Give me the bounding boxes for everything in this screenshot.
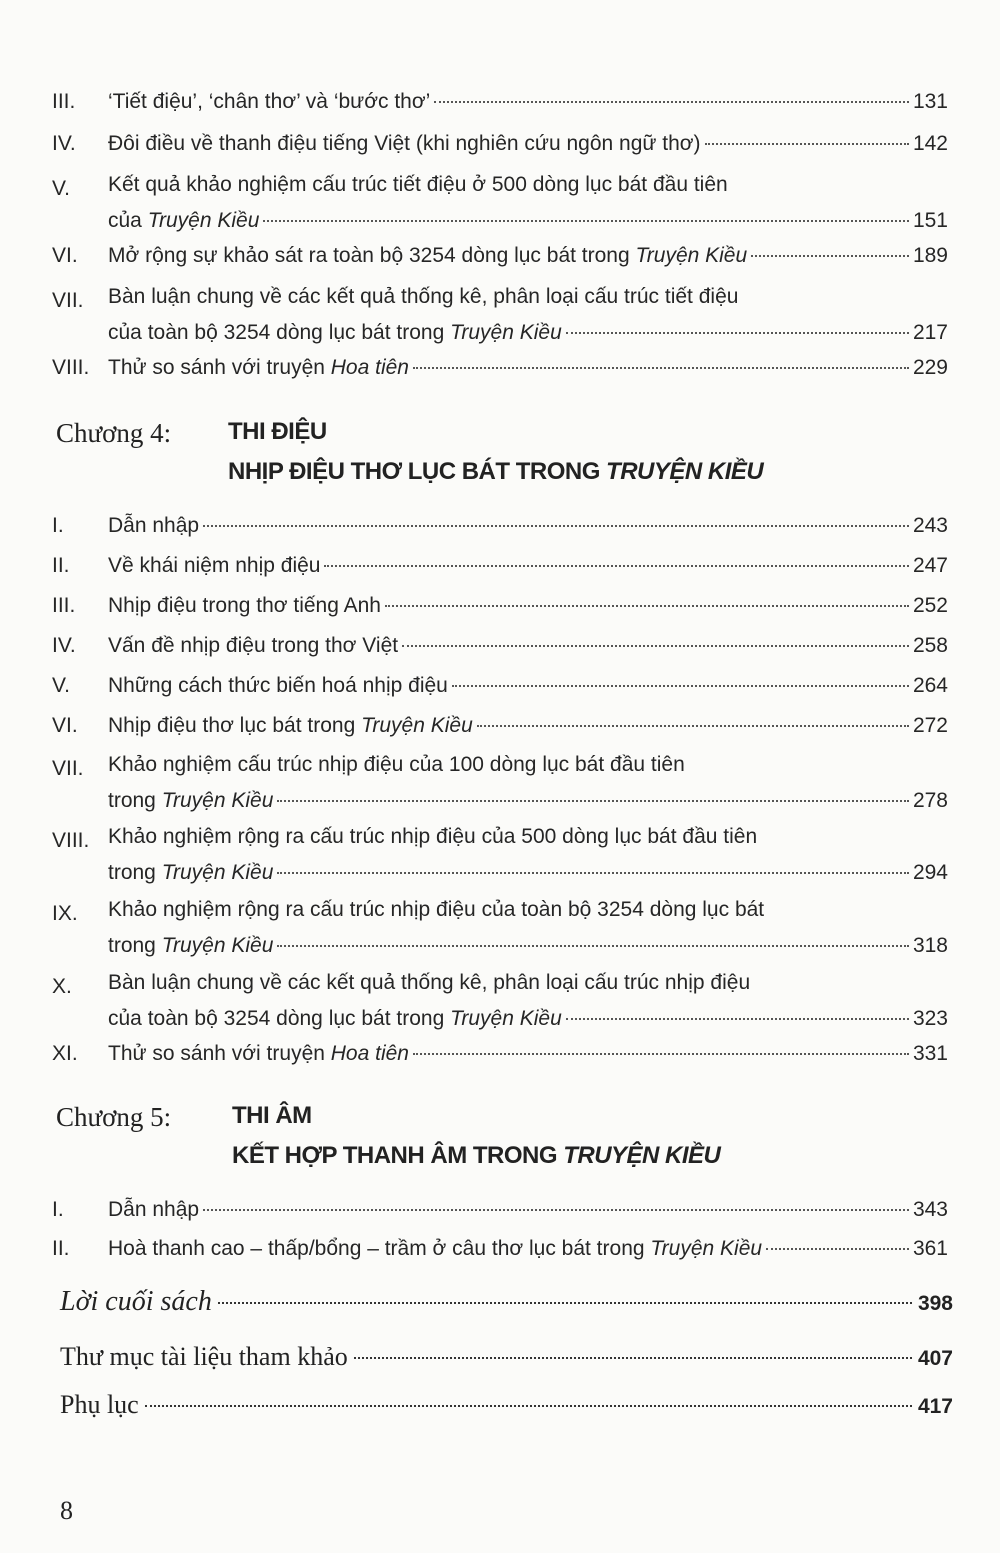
- toc-entry: [52, 819, 948, 891]
- entry-title: Kết quả khảo nghiệm cấu trúc tiết điệu ở 500 dòng lục bát đầu tiên: [108, 173, 728, 196]
- entry-number: V.: [52, 674, 70, 697]
- back-matter-entry: [60, 1286, 953, 1318]
- back-matter-entry: [60, 1342, 953, 1372]
- entry-title: Bàn luận chung về các kết quả thống kê, phân loại cấu trúc tiết điệu: [108, 285, 739, 308]
- entry-title: Vấn đề nhịp điệu trong thơ Việt: [108, 634, 399, 657]
- entry-title: Hoà thanh cao – thấp/bổng – trầm ở câu thơ lục bát trong Truyện Kiều: [108, 1237, 763, 1260]
- entry-page: 294: [912, 861, 948, 884]
- entry-number: III.: [52, 90, 76, 113]
- entry-page: 131: [912, 90, 948, 113]
- entry-number: IV.: [52, 634, 76, 657]
- entry-title-cont: của toàn bộ 3254 dòng lục bát trong Truyện Kiều: [108, 321, 562, 344]
- entry-page: 142: [912, 132, 948, 155]
- entry-title: Đôi điều về thanh điệu tiếng Việt (khi nghiên cứu ngôn ngữ thơ): [108, 132, 701, 155]
- entry-title: Những cách thức biến hoá nhịp điệu: [108, 674, 448, 697]
- toc-entry: [52, 126, 948, 162]
- entry-page: 151: [912, 209, 948, 232]
- entry-title: Dẫn nhập: [108, 514, 200, 537]
- entry-title-cont: trong Truyện Kiều: [108, 789, 274, 812]
- toc-entry: [52, 668, 948, 704]
- entry-number: VI.: [52, 714, 78, 737]
- chapter-title: THI ĐIỆU: [228, 418, 327, 445]
- entry-page: 323: [912, 1007, 948, 1030]
- back-matter-title: Thư mục tài liệu tham khảo: [60, 1342, 348, 1371]
- entry-title: Dẫn nhập: [108, 1198, 200, 1221]
- entry-number: VII.: [52, 289, 84, 312]
- entry-number: IX.: [52, 902, 78, 925]
- entry-title-cont: trong Truyện Kiều: [108, 934, 274, 957]
- entry-number: VII.: [52, 757, 84, 780]
- entry-number: IV.: [52, 132, 76, 155]
- back-matter-title: Phụ lục: [60, 1390, 139, 1419]
- entry-title: Về khái niệm nhịp điệu: [108, 554, 321, 577]
- toc-entry: [52, 1036, 948, 1072]
- entry-title: Thử so sánh với truyện Hoa tiên: [108, 356, 409, 379]
- toc-entry: [52, 548, 948, 584]
- entry-number: I.: [52, 514, 64, 537]
- back-matter-page: 398: [917, 1292, 953, 1315]
- entry-number: I.: [52, 1198, 64, 1221]
- entry-title: Khảo nghiệm rộng ra cấu trúc nhịp điệu của toàn bộ 3254 dòng lục bát: [108, 898, 765, 921]
- entry-number: X.: [52, 975, 72, 998]
- entry-title: Nhịp điệu thơ lục bát trong Truyện Kiều: [108, 714, 473, 737]
- chapter-label: Chương 5:: [56, 1102, 172, 1132]
- back-matter-title: Lời cuối sách: [60, 1286, 212, 1317]
- entry-page: 229: [912, 356, 948, 379]
- entry-title: Khảo nghiệm cấu trúc nhịp điệu của 100 dòng lục bát đầu tiên: [108, 753, 685, 776]
- entry-page: 343: [912, 1198, 948, 1221]
- toc-entry: [52, 892, 948, 964]
- entry-page: 264: [912, 674, 948, 697]
- entry-page: 272: [912, 714, 948, 737]
- page-number: 8: [60, 1496, 73, 1525]
- toc-entry: [52, 588, 948, 624]
- entry-page: 331: [912, 1042, 948, 1065]
- toc-entry: [52, 238, 948, 274]
- toc-entry: [52, 279, 948, 351]
- toc-entry: [52, 167, 948, 239]
- toc-entry: [52, 350, 948, 386]
- toc-entry: [52, 1231, 948, 1267]
- entry-title: Nhịp điệu trong thơ tiếng Anh: [108, 594, 381, 617]
- chapter-label: Chương 4:: [56, 418, 172, 448]
- chapter-subtitle: KẾT HỢP THANH ÂM TRONG TRUYỆN KIỀU: [232, 1142, 721, 1169]
- entry-page: 217: [912, 321, 948, 344]
- back-matter-entry: [60, 1390, 953, 1420]
- entry-page: 258: [912, 634, 948, 657]
- toc-entry: [52, 508, 948, 544]
- entry-title: Bàn luận chung về các kết quả thống kê, phân loại cấu trúc nhịp điệu: [108, 971, 751, 994]
- entry-page: 361: [912, 1237, 948, 1260]
- entry-title: Mở rộng sự khảo sát ra toàn bộ 3254 dòng lục bát trong Truyện Kiều: [108, 244, 748, 267]
- entry-page: 252: [912, 594, 948, 617]
- entry-number: VI.: [52, 244, 78, 267]
- chapter-subtitle: NHỊP ĐIỆU THƠ LỤC BÁT TRONG TRUYỆN KIỀU: [228, 458, 764, 485]
- entry-page: 243: [912, 514, 948, 537]
- entry-page: 189: [912, 244, 948, 267]
- back-matter-page: 417: [917, 1395, 953, 1418]
- entry-title: Thử so sánh với truyện Hoa tiên: [108, 1042, 409, 1065]
- entry-page: 318: [912, 934, 948, 957]
- toc-entry: [52, 628, 948, 664]
- toc-entry: [52, 84, 948, 120]
- entry-page: 247: [912, 554, 948, 577]
- entry-title: ‘Tiết điệu’, ‘chân thơ’ và ‘bước thơ’: [108, 90, 431, 113]
- entry-title-cont: của Truyện Kiều: [108, 209, 260, 232]
- entry-number: V.: [52, 177, 70, 200]
- toc-entry: [52, 965, 948, 1037]
- entry-title: Khảo nghiệm rộng ra cấu trúc nhịp điệu của 500 dòng lục bát đầu tiên: [108, 825, 758, 848]
- back-matter-page: 407: [917, 1347, 953, 1370]
- entry-number: III.: [52, 594, 76, 617]
- entry-page: 278: [912, 789, 948, 812]
- entry-title-cont: của toàn bộ 3254 dòng lục bát trong Truyện Kiều: [108, 1007, 562, 1030]
- entry-number: VIII.: [52, 829, 90, 852]
- entry-number: VIII.: [52, 356, 90, 379]
- entry-number: II.: [52, 1237, 70, 1260]
- toc-entry: [52, 708, 948, 744]
- entry-title-cont: trong Truyện Kiều: [108, 861, 274, 884]
- entry-number: II.: [52, 554, 70, 577]
- chapter-title: THI ÂM: [232, 1102, 312, 1129]
- toc-entry: [52, 747, 948, 819]
- toc-entry: [52, 1192, 948, 1228]
- entry-number: XI.: [52, 1042, 78, 1065]
